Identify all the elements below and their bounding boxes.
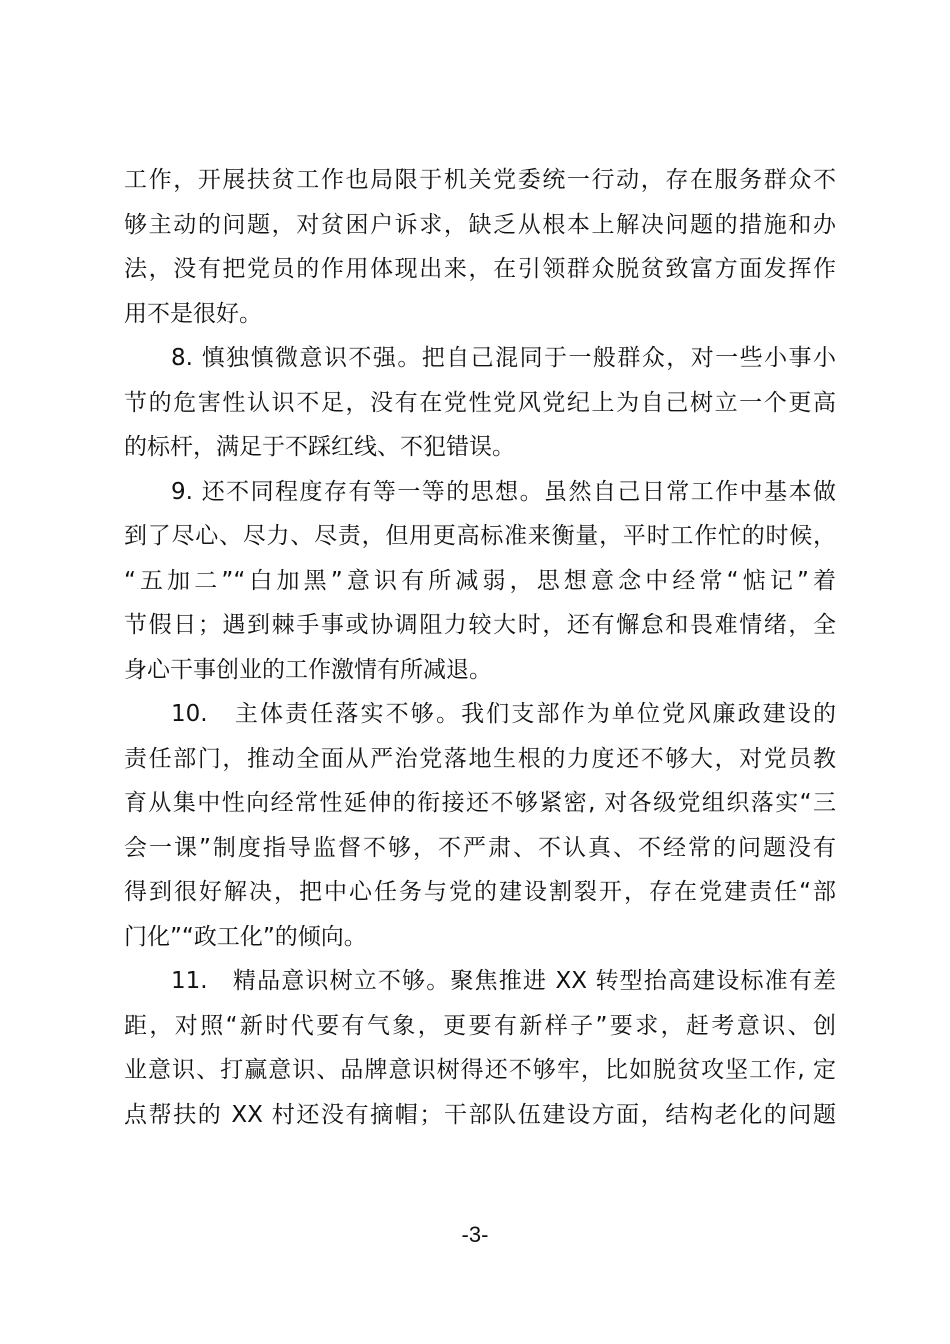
text-line: 身心干事创业的工作激情有所减退。 [124,656,492,683]
text-line: 点帮扶的 XX 村还没有摘帽；干部队伍建设方面，结构老化的问题 [124,1101,836,1128]
text-line: 节假日；遇到棘手事或协调阻力较大时，还有懈怠和畏难情绪，全 [124,612,836,638]
paragraph [124,158,836,336]
text-line: 节的危害性认识不足，没有在党性党风党纪上为自己树立一个更高 [124,389,836,416]
text-line: 业意识、打赢意识、品牌意识树得还不够牢，比如脱贫攻坚工作, 定 [124,1057,836,1083]
text-line: 工作，开展扶贫工作也局限于机关党委统一行动，存在服务群众不 [124,167,836,193]
text-line: 用不是很好。 [124,300,262,327]
text-line: 距，对照“新时代要有气象，更要有新样子”要求，赶考意识、创 [124,1012,836,1039]
text-line: 10. 主体责任落实不够。我们支部作为单位党风廉政建设的 [171,701,836,727]
text-line: 得到很好解决，把中心任务与党的建设割裂开，存在党建责任“部 [124,879,836,905]
text-line: 11. 精品意识树立不够。聚焦推进 XX 转型抬高建设标准有差 [171,968,836,994]
paragraph [124,692,836,959]
text-line: 的标杆，满足于不踩红线、不犯错误。 [124,434,515,460]
paragraph [124,470,836,693]
text-line: 8. 慎独慎微意识不强。把自己混同于一般群众，对一些小事小 [171,345,836,371]
text-line: 门化”“政工化”的倾向。 [124,923,367,950]
text-line: 会一课”制度指导监督不够，不严肃、不认真、不经常的问题没有 [124,834,836,861]
text-line: 9. 还不同程度存有等一等的思想。虽然自己日常工作中基本做 [171,478,836,505]
text-line: 责任部门，推动全面从严治党落地生根的力度还不够大，对党员教 [124,745,836,772]
paragraph [124,959,836,1137]
text-line: 到了尽心、尽力、尽责，但用更高标准来衡量，平时工作忙的时候， [124,523,836,549]
text-line: 育从集中性向经常性延伸的衔接还不够紧密, 对各级党组织落实“三 [124,790,836,816]
body-text [124,158,836,1137]
text-line: “五加二”“白加黑”意识有所减弱，思想意念中经常“惦记”着 [124,567,836,594]
paragraph [124,336,836,470]
page-number: -3- [461,1222,489,1247]
text-line: 够主动的问题，对贫困户诉求，缺乏从根本上解决问题的措施和办 [124,211,836,238]
text-line: 法，没有把党员的作用体现出来，在引领群众脱贫致富方面发挥作 [124,256,836,282]
